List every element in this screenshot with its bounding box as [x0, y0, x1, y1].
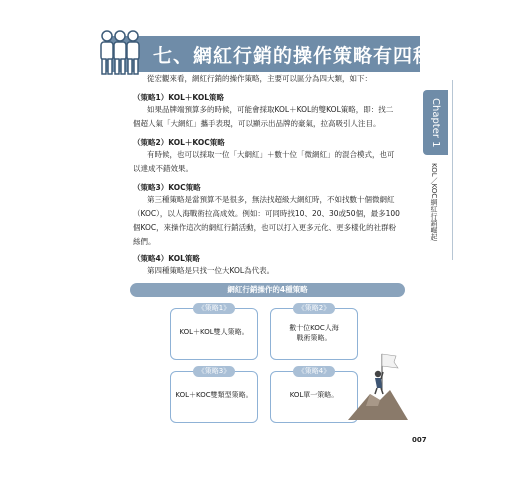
paragraph-line: 個超人氣「大網紅」攜手表現，可以顯示出品牌的豪氣，拉高吸引人注目。 — [133, 119, 381, 128]
side-divider — [452, 80, 453, 260]
card-tag: 《策略4》 — [293, 366, 335, 377]
figure-title: 網紅行銷操作的4種策略 — [227, 285, 308, 294]
strategy-heading: （策略4）KOL策略 — [133, 254, 200, 263]
card-tag: 《策略2》 — [293, 303, 335, 314]
mountain-climber-flag-illustration — [348, 350, 408, 420]
chapter-subtitle: KOL／KOC網紅行銷崛起 — [430, 163, 438, 241]
strategy-card — [170, 367, 258, 423]
strategy-heading: （策略3）KOC策略 — [133, 183, 201, 192]
paragraph-line: 以達成不錯效果。 — [133, 164, 193, 173]
card-text: KOL單一策略。 — [289, 391, 339, 399]
card-text: 數十位KOC人海 — [289, 324, 339, 332]
chapter-label: Chapter 1 — [430, 97, 441, 148]
paragraph-line: （KOC），以人海戰術拉高成效。例如：可同時找10、20、30或50個，最多100 — [133, 209, 400, 218]
figure-title-bar — [130, 283, 405, 297]
intro-text: 從宏觀來看，網紅行銷的操作策略，主要可以區分為四大類，如下： — [147, 74, 372, 83]
card-text: 戰術策略。 — [296, 334, 332, 342]
strategy-card — [170, 304, 258, 360]
strategy-card — [270, 367, 358, 423]
page-number: 007 — [412, 436, 427, 444]
strategy-card — [270, 304, 358, 360]
chapter-tab — [423, 90, 448, 155]
page-title: 七、網紅行銷的操作策略有四種 — [153, 45, 434, 67]
strategy-heading: （策略2）KOL＋KOC策略 — [133, 138, 225, 147]
card-tag: 《策略1》 — [193, 303, 235, 314]
paragraph-line: 第四種策略是只找一位大KOL為代表。 — [147, 266, 275, 275]
card-text: KOL＋KOL雙人策略。 — [179, 328, 249, 336]
strategy-heading: （策略1）KOL＋KOL策略 — [133, 93, 224, 102]
paragraph-line: 第三種策略是當預算不是很多，無法找超級大網紅時，不如找數十個微網紅 — [147, 195, 395, 204]
card-tag: 《策略3》 — [193, 366, 235, 377]
people-icon — [95, 28, 145, 76]
card-text: KOL＋KOC雙類型策略。 — [175, 391, 253, 399]
paragraph-line: 如果品牌端預算多的時候，可能會採取KOL＋KOL的雙KOL策略，即：找二 — [147, 105, 394, 114]
paragraph-line: 個KOC，來操作這次的網紅行銷活動，也可以打入更多元化、更多樣化的社群粉 — [133, 223, 397, 232]
paragraph-line: 有時候，也可以採取一位「大網紅」＋數十位「微網紅」的混合模式，也可 — [147, 150, 395, 159]
paragraph-line: 絲們。 — [133, 237, 156, 246]
